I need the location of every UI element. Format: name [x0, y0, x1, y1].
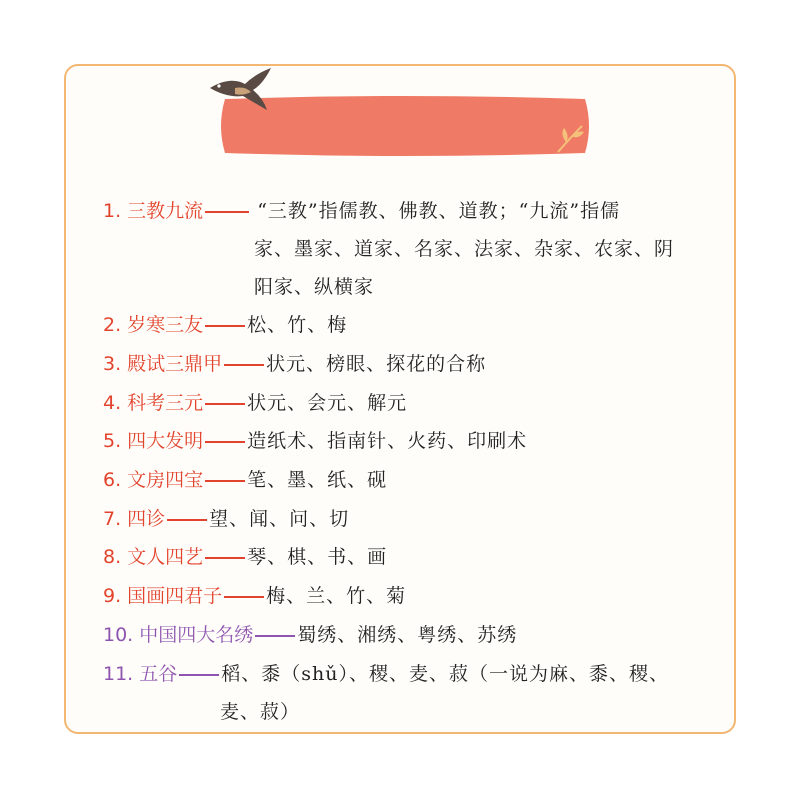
item-desc: 笔、墨、纸、砚 — [247, 469, 388, 491]
dash-divider — [205, 211, 249, 213]
item-term: 4. 科考三元 — [103, 392, 204, 414]
item-term: 5. 四大发明 — [103, 430, 204, 452]
item-desc: 状元、会元、解元 — [247, 392, 408, 414]
item-desc-continued: 阳家、纵横家 — [254, 276, 375, 298]
section-name: 其他知识 — [192, 17, 320, 52]
item-term: 9. 国画四君子 — [103, 585, 223, 607]
item-desc: 梅、兰、竹、菊 — [266, 585, 407, 607]
item-term: 3. 殿试三鼎甲 — [103, 353, 223, 375]
item-term: 10. 中国四大名绣 — [103, 624, 254, 646]
item-desc: 造纸术、指南针、火药、印刷术 — [247, 430, 528, 452]
item-desc: 状元、榜眼、探花的合称 — [266, 353, 487, 375]
leaf-sprig-icon — [552, 122, 588, 154]
section-number: 第三节 — [60, 17, 156, 52]
swallow-bird-icon — [205, 66, 275, 114]
item-desc-continued: 家、墨家、道家、名家、法家、杂家、农家、阴 — [254, 238, 675, 260]
item-desc: 望、闻、问、切 — [209, 508, 350, 530]
item-desc: 蜀绣、湘绣、粤绣、苏绣 — [297, 624, 518, 646]
dash-divider — [224, 596, 264, 598]
list-item — [103, 428, 527, 454]
item-desc: 松、竹、梅 — [247, 314, 348, 336]
list-item — [103, 198, 620, 224]
item-term: 1. 三教九流 — [103, 200, 204, 222]
dash-divider — [224, 364, 264, 366]
item-term: 8. 文人四艺 — [103, 546, 204, 568]
list-item — [103, 583, 406, 609]
dash-divider — [167, 519, 207, 521]
item-term: 11. 五谷 — [103, 663, 178, 685]
item-term: 7. 四诊 — [103, 508, 166, 530]
list-item — [103, 661, 669, 687]
item-desc: 稻、黍（shǔ）、稷、麦、菽（一说为麻、黍、稷、 — [221, 663, 669, 685]
list-item — [103, 622, 517, 648]
item-desc: “三教”指儒教、佛教、道教；“九流”指儒 — [257, 200, 621, 222]
item-term: 6. 文房四宝 — [103, 469, 204, 491]
dash-divider — [205, 441, 245, 443]
dash-divider — [205, 403, 245, 405]
item-desc: 琴、棋、书、画 — [247, 546, 388, 568]
list-item — [103, 390, 407, 416]
dash-divider — [255, 635, 295, 637]
item-desc-continued: 麦、菽） — [220, 701, 301, 723]
item-term: 2. 岁寒三友 — [103, 314, 204, 336]
list-item — [103, 467, 387, 493]
dash-divider — [205, 480, 245, 482]
dash-divider — [205, 325, 245, 327]
dash-divider — [205, 557, 245, 559]
list-item — [103, 351, 486, 377]
list-item — [103, 544, 387, 570]
list-item — [103, 312, 347, 338]
dash-divider — [179, 674, 219, 676]
list-item — [103, 506, 349, 532]
section-title — [0, 0, 380, 62]
